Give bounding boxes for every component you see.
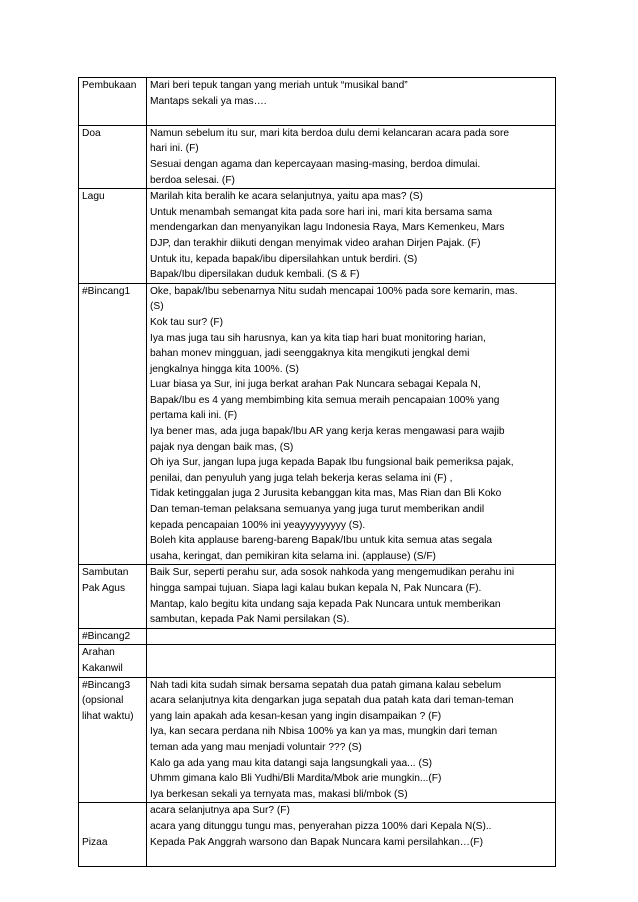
section-label-line (82, 787, 143, 803)
script-line: acara selanjutnya apa Sur? (F) (150, 805, 290, 817)
section-label-line (82, 612, 143, 628)
script-line (150, 850, 552, 866)
script-line: Iya berkesan sekali ya ternyata mas, makasi bli/mbok (S) (150, 788, 408, 800)
section-label-line (82, 597, 143, 613)
script-line: Dan teman-teman pelaksana semuanya yang juga turut memberikan andil (150, 504, 485, 516)
section-label-line (82, 518, 143, 534)
script-line: Marilah kita beralih ke acara selanjutnya, yaitu apa mas? (S) (150, 191, 423, 203)
section-label-line (82, 502, 143, 518)
script-line: Uhmm gimana kalo Bli Yudhi/Bli Mardita/Mbok arie mungkin...(F) (150, 773, 442, 785)
script-line: Luar biasa ya Sur, ini juga berkat arahan Pak Nuncara sebagai Kepala N, (150, 379, 481, 391)
section-label-line (82, 724, 143, 740)
section-label-line (82, 486, 143, 502)
section-label-cell (79, 565, 147, 628)
section-label-line (82, 408, 143, 424)
script-line: jengkalnya hingga kita 100%. (S) (150, 363, 299, 375)
script-line: Mantap, kalo begitu kita undang saja kepada Pak Nuncara untuk memberikan (150, 598, 501, 610)
section-label-line (82, 109, 143, 125)
script-line: pertama kali ini. (F) (150, 410, 238, 422)
section-label-line: Arahan (82, 647, 115, 659)
section-label-line (82, 157, 143, 173)
section-label-line (82, 299, 143, 315)
section-content-cell (147, 125, 556, 188)
table-row (79, 565, 556, 628)
section-label-line (82, 346, 143, 362)
section-label-line (82, 850, 143, 866)
section-content-cell (147, 645, 556, 677)
section-label-line (82, 315, 143, 331)
section-label-cell (79, 645, 147, 677)
script-line: Iya bener mas, ada juga bapak/Ibu AR yang kerja keras mengawasi para wajib (150, 426, 505, 438)
script-line (150, 645, 552, 661)
section-content-cell (147, 677, 556, 803)
script-line: kepada pencapaian 100% ini yeayyyyyyyyy (S). (150, 519, 366, 531)
script-line: Mari beri tepuk tangan yang meriah untuk “musikal band” (150, 80, 408, 91)
script-line: berdoa selesai. (F) (150, 174, 235, 186)
script-line: Mantaps sekali ya mas…. (150, 95, 267, 107)
section-label-line (82, 252, 143, 268)
script-line (150, 661, 552, 677)
section-label-line (82, 756, 143, 772)
script-line: Kepada Pak Anggrah warsono dan Bapak Nuncara kami persilahkan…(F) (150, 836, 483, 848)
table-row (79, 78, 556, 126)
script-line: acara selanjutnya kita dengarkan juga sepatah dua patah kata dari teman-teman (150, 695, 514, 707)
table-row (79, 283, 556, 565)
script-line: Bapak/Ibu es 4 yang membimbing kita semua meraih pencapaian 100% yang (150, 394, 500, 406)
script-line: hingga sampai tujuan. Siapa lagi kalau bukan kepala N, Pak Nuncara (F). (150, 583, 482, 594)
section-label-cell (79, 78, 147, 126)
script-line: Iya, kan secara perdana nih Nbisa 100% ya kan ya mas, mungkin dari teman (150, 726, 498, 738)
table-row (79, 628, 556, 645)
section-label-line: Kakanwil (82, 662, 123, 674)
section-label-line (82, 819, 143, 835)
section-label-line: Pembukaan (82, 80, 137, 91)
script-line: Oh iya Sur, jangan lupa juga kepada Bapak Ibu fungsional baik pemeriksa pajak, (150, 457, 514, 469)
table-row (79, 677, 556, 803)
script-table (78, 77, 556, 867)
table-row (79, 189, 556, 284)
section-content-cell (147, 78, 556, 126)
section-label-line (82, 362, 143, 378)
script-line: Nah tadi kita sudah simak bersama sepatah dua patah gimana kalau sebelum (150, 679, 502, 691)
section-label-line: Sambutan (82, 567, 129, 579)
script-line: Kok tau sur? (F) (150, 316, 224, 328)
section-label-line (82, 455, 143, 471)
section-label-line (82, 236, 143, 252)
section-label-line: (opsional (82, 695, 124, 707)
script-line: Baik Sur, seperti perahu sur, ada sosok nahkoda yang mengemudikan perahu ini (150, 567, 515, 579)
script-line (150, 629, 552, 645)
section-label-line (82, 549, 143, 565)
section-content-cell (147, 283, 556, 565)
script-line: (S) (150, 301, 164, 313)
section-label-cell (79, 803, 147, 866)
script-line: Boleh kita applause bareng-bareng Bapak/Ibu untuk kita semua atas segala (150, 535, 493, 547)
script-line: sambutan, kepada Pak Nami persilakan (S). (150, 614, 350, 626)
script-line: Untuk itu, kepada bapak/ibu dipersilahkan untuk berdiri. (S) (150, 253, 418, 265)
script-line (150, 109, 552, 125)
section-label-line (82, 424, 143, 440)
section-label-line: #Bincang3 (82, 679, 131, 691)
section-label-line (82, 267, 143, 283)
section-label-line: #Bincang2 (82, 630, 131, 642)
section-label-line: #Bincang1 (82, 285, 131, 297)
script-line: pajak nya dengan baik mas, (S) (150, 441, 294, 453)
section-label-line: Pak Agus (82, 583, 126, 594)
section-label-line (82, 205, 143, 221)
script-line: hari ini. (F) (150, 143, 199, 155)
section-label-line (82, 393, 143, 409)
script-line: Iya mas juga tau sih harusnya, kan ya kita tiap hari buat monitoring harian, (150, 332, 486, 344)
script-line: Kalo ga ada yang mau kita datangi saja langsungkali yaa... (S) (150, 757, 433, 769)
section-label-line (82, 173, 143, 189)
section-label-cell (79, 283, 147, 565)
section-label-line (82, 771, 143, 787)
section-label-cell (79, 677, 147, 803)
section-label-cell (79, 628, 147, 645)
section-content-cell (147, 628, 556, 645)
section-label-line: Pizaa (82, 836, 108, 848)
section-content-cell (147, 189, 556, 284)
section-label-line (82, 220, 143, 236)
script-line: Untuk menambah semangat kita pada sore hari ini, mari kita bersama sama (150, 206, 493, 218)
section-label-line: Lagu (82, 191, 105, 203)
section-label-line (82, 471, 143, 487)
script-line: Sesuai dengan agama dan kepercayaan masing-masing, berdoa dimulai. (150, 158, 481, 170)
script-line: Bapak/Ibu dipersilakan duduk kembali. (S & F) (150, 269, 360, 281)
table-row (79, 125, 556, 188)
script-line: teman ada yang mau menjadi voluntair ??? (S) (150, 741, 362, 753)
script-line: usaha, keringat, dan pemikiran kita selama ini. (applause) (S/F) (150, 550, 436, 562)
section-label-line (82, 331, 143, 347)
script-line: Tidak ketinggalan juga 2 Jurusita kebanggan kita mas, Mas Rian dan Bli Koko (150, 488, 502, 500)
table-row (79, 803, 556, 866)
script-line: penilai, dan penyuluh yang juga telah bekerja keras selama ini (F) , (150, 472, 453, 484)
section-label-line (82, 740, 143, 756)
section-content-cell (147, 565, 556, 628)
section-label-line (82, 377, 143, 393)
section-label-line (82, 94, 143, 110)
section-label-line: Doa (82, 127, 101, 139)
section-label-line (82, 533, 143, 549)
section-label-line (82, 803, 143, 819)
script-table-body (79, 78, 556, 867)
section-label-cell (79, 189, 147, 284)
script-line: yang lain apakah ada kesan-kesan yang ingin disampaikan ? (F) (150, 710, 442, 722)
section-label-cell (79, 125, 147, 188)
section-label-line (82, 440, 143, 456)
section-label-line (82, 141, 143, 157)
script-line: Oke, bapak/Ibu sebenarnya Nitu sudah mencapai 100% pada sore kemarin, mas. (150, 285, 518, 297)
script-line: Namun sebelum itu sur, mari kita berdoa dulu demi kelancaran acara pada sore (150, 127, 510, 139)
script-line: DJP, dan terakhir diikuti dengan menyimak video arahan Dirjen Pajak. (F) (150, 237, 481, 249)
script-line: mendengarkan dan menyanyikan lagu Indonesia Raya, Mars Kemenkeu, Mars (150, 222, 505, 234)
section-content-cell (147, 803, 556, 866)
table-row (79, 645, 556, 677)
script-line: bahan monev mingguan, jadi seenggaknya kita mengikuti jengkal demi (150, 348, 470, 360)
script-line: acara yang ditunggu tungu mas, penyerahan pizza 100% dari Kepala N(S).. (150, 820, 492, 832)
section-label-line: lihat waktu) (82, 710, 134, 722)
